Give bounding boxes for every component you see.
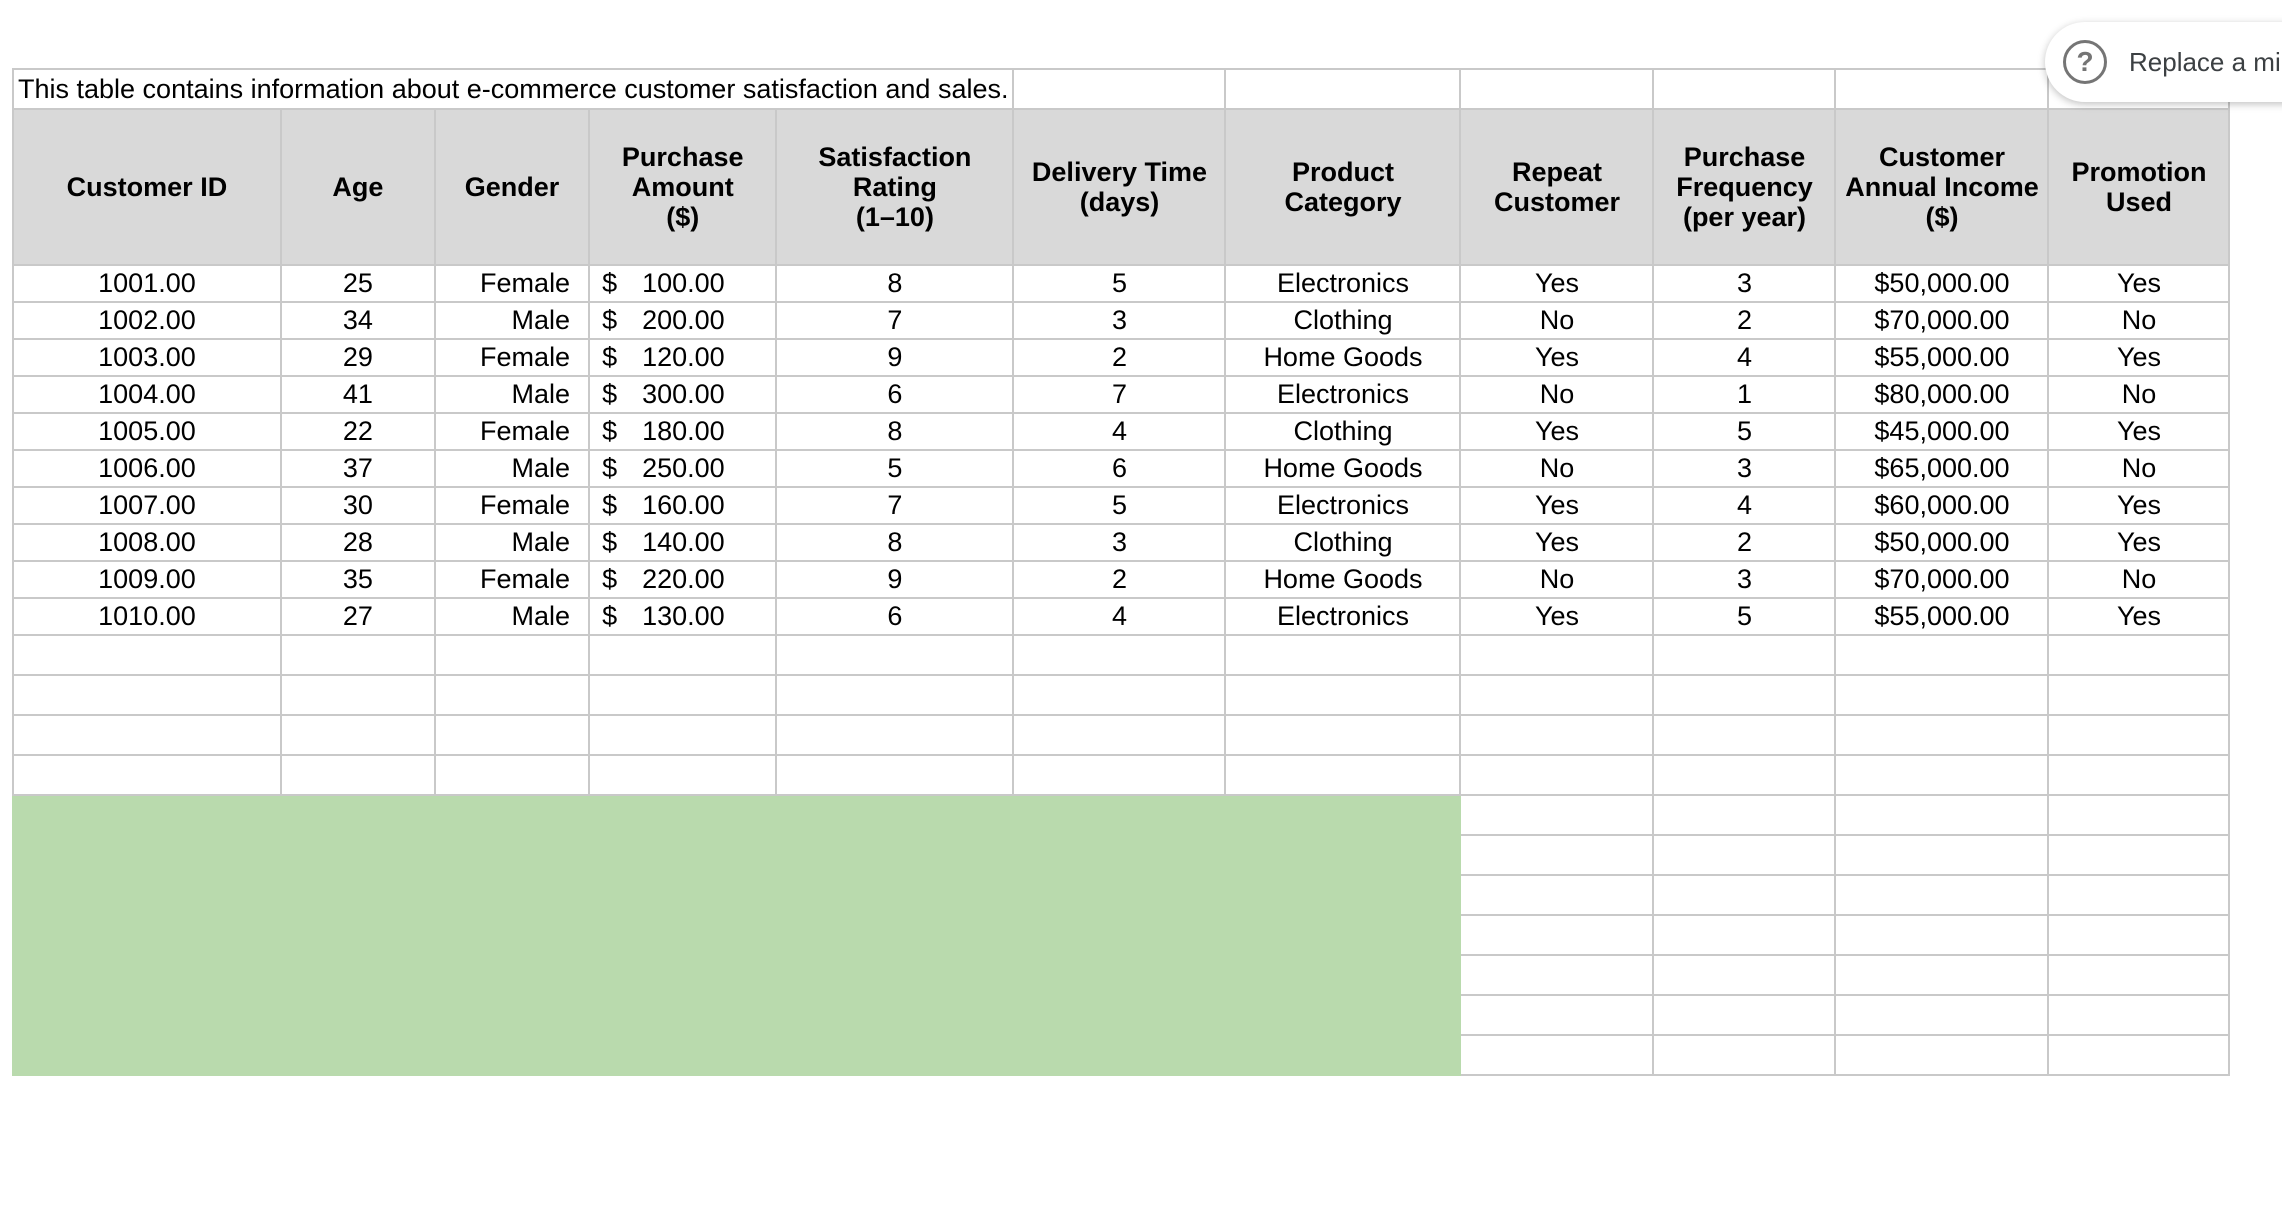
header-product-category[interactable]: Product Category (1225, 109, 1460, 265)
cell[interactable] (2048, 675, 2229, 715)
header-purchase-frequency[interactable]: Purchase Frequency (per year) (1653, 109, 1835, 265)
cell-gender[interactable]: Male (435, 524, 589, 561)
cell[interactable] (1460, 835, 1653, 875)
cell-promo[interactable]: Yes (2048, 598, 2229, 635)
cell[interactable] (1013, 675, 1225, 715)
cell-category[interactable]: Electronics (1225, 598, 1460, 635)
cell[interactable] (2048, 635, 2229, 675)
cell[interactable] (1653, 835, 1835, 875)
cell-rating[interactable]: 8 (776, 413, 1013, 450)
header-purchase-amount[interactable]: Purchase Amount ($) (589, 109, 776, 265)
cell-promo[interactable]: No (2048, 302, 2229, 339)
cell-income[interactable]: $50,000.00 (1835, 265, 2048, 302)
cell[interactable] (1835, 835, 2048, 875)
cell-category[interactable]: Clothing (1225, 302, 1460, 339)
cell-purchase-amount[interactable] (589, 598, 776, 635)
cell-rating[interactable]: 9 (776, 561, 1013, 598)
help-circle-icon[interactable]: ? (2063, 40, 2107, 84)
cell-promo[interactable]: Yes (2048, 524, 2229, 561)
cell-income[interactable]: $70,000.00 (1835, 302, 2048, 339)
cell[interactable] (1653, 995, 1835, 1035)
cell[interactable] (776, 675, 1013, 715)
cell[interactable] (281, 715, 435, 755)
cell-id[interactable]: 1002.00 (13, 302, 281, 339)
cell[interactable] (1653, 875, 1835, 915)
cell-gender[interactable]: Female (435, 265, 589, 302)
cell-delivery[interactable]: 7 (1013, 376, 1225, 413)
cell-freq[interactable]: 4 (1653, 339, 1835, 376)
cell[interactable] (1460, 675, 1653, 715)
amount-value: 180.00 (642, 416, 725, 446)
cell[interactable] (1653, 795, 1835, 835)
cell-age[interactable]: 25 (281, 265, 435, 302)
currency-symbol: $ (602, 564, 618, 594)
currency-symbol: $ (602, 342, 618, 372)
table-row (13, 265, 2229, 302)
cell[interactable] (13, 755, 281, 795)
cell-freq[interactable]: 5 (1653, 598, 1835, 635)
empty-row (13, 755, 2229, 795)
table-row (13, 524, 2229, 561)
cell-income[interactable]: $60,000.00 (1835, 487, 2048, 524)
cell[interactable] (2048, 995, 2229, 1035)
cell[interactable] (1835, 955, 2048, 995)
cell[interactable] (1460, 955, 1653, 995)
cell-id[interactable]: 1007.00 (13, 487, 281, 524)
cell[interactable] (435, 755, 589, 795)
cell-age[interactable]: 28 (281, 524, 435, 561)
currency-symbol: $ (602, 527, 618, 557)
currency-symbol: $ (602, 601, 618, 631)
cell[interactable] (13, 635, 281, 675)
cell[interactable] (2048, 755, 2229, 795)
header-promotion-used[interactable]: Promotion Used (2048, 109, 2229, 265)
cell-id[interactable]: 1001.00 (13, 265, 281, 302)
cell-age[interactable]: 27 (281, 598, 435, 635)
amount-value: 100.00 (642, 268, 725, 298)
cell-delivery[interactable]: 2 (1013, 561, 1225, 598)
cell[interactable] (1835, 635, 2048, 675)
cell[interactable] (13, 715, 281, 755)
currency-symbol: $ (602, 305, 618, 335)
cell-income[interactable]: $45,000.00 (1835, 413, 2048, 450)
cell[interactable] (1460, 1035, 1653, 1075)
cell-gender[interactable]: Female (435, 561, 589, 598)
cell-gender[interactable]: Female (435, 339, 589, 376)
cell[interactable] (1460, 915, 1653, 955)
cell-income[interactable]: $70,000.00 (1835, 561, 2048, 598)
cell[interactable] (1653, 915, 1835, 955)
cell-delivery[interactable]: 3 (1013, 524, 1225, 561)
cell-id[interactable]: 1009.00 (13, 561, 281, 598)
cell-gender[interactable]: Male (435, 376, 589, 413)
cell[interactable] (435, 715, 589, 755)
cell-income[interactable]: $80,000.00 (1835, 376, 2048, 413)
table-row (13, 302, 2229, 339)
cell[interactable] (1835, 715, 2048, 755)
cell-id[interactable]: 1004.00 (13, 376, 281, 413)
cell-id[interactable]: 1006.00 (13, 450, 281, 487)
amount-value: 200.00 (642, 305, 725, 335)
cell-freq[interactable]: 2 (1653, 302, 1835, 339)
cell[interactable] (589, 715, 776, 755)
highlighted-range[interactable] (13, 795, 1460, 1075)
cell-repeat[interactable]: Yes (1460, 598, 1653, 635)
cell-income[interactable]: $55,000.00 (1835, 598, 2048, 635)
header-gender[interactable]: Gender (435, 109, 589, 265)
cell-income[interactable]: $65,000.00 (1835, 450, 2048, 487)
cell[interactable] (1835, 915, 2048, 955)
cell-promo[interactable]: No (2048, 450, 2229, 487)
currency-symbol: $ (602, 379, 618, 409)
cell-freq[interactable]: 3 (1653, 450, 1835, 487)
cell-rating[interactable]: 9 (776, 339, 1013, 376)
table-description-cell[interactable]: This table contains information about e-commerce customer satisfaction and sales. (13, 69, 1013, 109)
cell-freq[interactable]: 3 (1653, 265, 1835, 302)
header-annual-income[interactable]: Customer Annual Income ($) (1835, 109, 2048, 265)
cell[interactable] (776, 715, 1013, 755)
cell[interactable] (1653, 715, 1835, 755)
header-repeat-customer[interactable]: Repeat Customer (1460, 109, 1653, 265)
cell[interactable] (589, 675, 776, 715)
cell-freq[interactable]: 5 (1653, 413, 1835, 450)
cell[interactable] (1835, 675, 2048, 715)
cell[interactable] (1835, 755, 2048, 795)
currency-symbol: $ (602, 268, 618, 298)
cell-id[interactable]: 1010.00 (13, 598, 281, 635)
cell-purchase-amount[interactable] (589, 561, 776, 598)
empty-row (13, 715, 2229, 755)
cell[interactable] (1225, 675, 1460, 715)
table-row (13, 598, 2229, 635)
cell-repeat[interactable]: Yes (1460, 265, 1653, 302)
cell[interactable] (589, 755, 776, 795)
cell[interactable] (2048, 835, 2229, 875)
cell-freq[interactable]: 1 (1653, 376, 1835, 413)
cell-delivery[interactable]: 4 (1013, 598, 1225, 635)
cell-rating[interactable]: 7 (776, 487, 1013, 524)
cell-gender[interactable]: Male (435, 450, 589, 487)
cell[interactable] (2048, 915, 2229, 955)
cell[interactable] (1460, 755, 1653, 795)
cell-category[interactable]: Home Goods (1225, 450, 1460, 487)
currency-symbol: $ (602, 453, 618, 483)
cell[interactable] (1835, 795, 2048, 835)
table-row (13, 487, 2229, 524)
cell[interactable] (1460, 795, 1653, 835)
cell-category[interactable]: Clothing (1225, 413, 1460, 450)
cell-repeat[interactable]: No (1460, 302, 1653, 339)
cell-repeat[interactable]: Yes (1460, 524, 1653, 561)
cell-promo[interactable]: Yes (2048, 339, 2229, 376)
header-row (13, 109, 2229, 265)
cell[interactable] (281, 635, 435, 675)
cell[interactable] (2048, 715, 2229, 755)
table-row (13, 450, 2229, 487)
table-row (13, 376, 2229, 413)
cell[interactable] (281, 675, 435, 715)
header-customer-id[interactable]: Customer ID (13, 109, 281, 265)
cell[interactable] (589, 635, 776, 675)
amount-value: 130.00 (642, 601, 725, 631)
amount-value: 300.00 (642, 379, 725, 409)
spreadsheet-table (12, 68, 2230, 1076)
cell[interactable] (1460, 715, 1653, 755)
cell-freq[interactable]: 4 (1653, 487, 1835, 524)
cell[interactable] (1460, 995, 1653, 1035)
amount-value: 120.00 (642, 342, 725, 372)
cell-repeat[interactable]: Yes (1460, 413, 1653, 450)
cell-purchase-amount[interactable] (589, 265, 776, 302)
cell-purchase-amount[interactable] (589, 302, 776, 339)
cell[interactable] (1653, 955, 1835, 995)
cell-freq[interactable]: 3 (1653, 561, 1835, 598)
table-row (13, 413, 2229, 450)
cell-delivery[interactable]: 4 (1013, 413, 1225, 450)
cell[interactable] (2048, 875, 2229, 915)
header-delivery-time[interactable]: Delivery Time (days) (1013, 109, 1225, 265)
cell-promo[interactable]: Yes (2048, 413, 2229, 450)
cell[interactable] (1653, 1035, 1835, 1075)
cell-rating[interactable]: 6 (776, 376, 1013, 413)
cell-age[interactable]: 37 (281, 450, 435, 487)
cell-income[interactable]: $55,000.00 (1835, 339, 2048, 376)
cell-repeat[interactable]: No (1460, 450, 1653, 487)
cell[interactable] (1835, 1035, 2048, 1075)
cell-gender[interactable]: Male (435, 302, 589, 339)
cell-age[interactable]: 22 (281, 413, 435, 450)
empty-row (13, 675, 2229, 715)
cell-category[interactable]: Home Goods (1225, 561, 1460, 598)
cell-age[interactable]: 30 (281, 487, 435, 524)
empty-row (13, 795, 2229, 835)
cell-purchase-amount[interactable] (589, 524, 776, 561)
table-row (13, 339, 2229, 376)
cell-age[interactable]: 29 (281, 339, 435, 376)
cell[interactable] (1653, 675, 1835, 715)
cell[interactable] (776, 635, 1013, 675)
table-row (13, 561, 2229, 598)
cell-purchase-amount[interactable] (589, 376, 776, 413)
cell-id[interactable]: 1005.00 (13, 413, 281, 450)
cell-repeat[interactable]: No (1460, 376, 1653, 413)
cell-freq[interactable]: 2 (1653, 524, 1835, 561)
cell[interactable] (13, 675, 281, 715)
cell-promo[interactable]: No (2048, 561, 2229, 598)
cell-gender[interactable]: Female (435, 487, 589, 524)
cell-purchase-amount[interactable] (589, 413, 776, 450)
cell[interactable] (1013, 635, 1225, 675)
cell-category[interactable]: Clothing (1225, 524, 1460, 561)
cell-repeat[interactable]: No (1460, 561, 1653, 598)
cell[interactable] (1013, 69, 1225, 109)
cell-repeat[interactable]: Yes (1460, 487, 1653, 524)
cell[interactable] (1653, 635, 1835, 675)
cell-rating[interactable]: 5 (776, 450, 1013, 487)
empty-row (13, 635, 2229, 675)
cell-promo[interactable]: No (2048, 376, 2229, 413)
cell-rating[interactable]: 8 (776, 265, 1013, 302)
cell-delivery[interactable]: 3 (1013, 302, 1225, 339)
cell-age[interactable]: 34 (281, 302, 435, 339)
cell-delivery[interactable]: 6 (1013, 450, 1225, 487)
cell-promo[interactable]: Yes (2048, 487, 2229, 524)
cell-promo[interactable]: Yes (2048, 265, 2229, 302)
title-row (13, 69, 2229, 109)
cell[interactable] (1653, 69, 1835, 109)
cell-income[interactable]: $50,000.00 (1835, 524, 2048, 561)
cell[interactable] (1835, 875, 2048, 915)
cell[interactable] (1225, 69, 1460, 109)
cell-delivery[interactable]: 5 (1013, 265, 1225, 302)
amount-value: 140.00 (642, 527, 725, 557)
cell[interactable] (1460, 635, 1653, 675)
cell[interactable] (1225, 635, 1460, 675)
header-satisfaction-rating[interactable]: Satisfaction Rating (1–10) (776, 109, 1013, 265)
cell-repeat[interactable]: Yes (1460, 339, 1653, 376)
cell[interactable] (1013, 755, 1225, 795)
cell[interactable] (281, 755, 435, 795)
cell-delivery[interactable]: 5 (1013, 487, 1225, 524)
cell-rating[interactable]: 8 (776, 524, 1013, 561)
cell-rating[interactable]: 6 (776, 598, 1013, 635)
cell-purchase-amount[interactable] (589, 450, 776, 487)
replace-popup[interactable] (2045, 22, 2282, 102)
cell-category[interactable]: Home Goods (1225, 339, 1460, 376)
cell-gender[interactable]: Male (435, 598, 589, 635)
cell-purchase-amount[interactable] (589, 339, 776, 376)
cell-id[interactable]: 1008.00 (13, 524, 281, 561)
cell[interactable] (1835, 995, 2048, 1035)
cell-category[interactable]: Electronics (1225, 265, 1460, 302)
popup-text[interactable]: Replace a mi (2129, 46, 2281, 77)
amount-value: 250.00 (642, 453, 725, 483)
cell-purchase-amount[interactable] (589, 487, 776, 524)
cell[interactable] (1225, 715, 1460, 755)
cell-delivery[interactable]: 2 (1013, 339, 1225, 376)
currency-symbol: $ (602, 490, 618, 520)
currency-symbol: $ (602, 416, 618, 446)
cell[interactable] (435, 675, 589, 715)
cell[interactable] (2048, 1035, 2229, 1075)
cell-category[interactable]: Electronics (1225, 487, 1460, 524)
amount-value: 220.00 (642, 564, 725, 594)
cell[interactable] (435, 635, 589, 675)
cell[interactable] (776, 755, 1013, 795)
cell-category[interactable]: Electronics (1225, 376, 1460, 413)
cell-rating[interactable]: 7 (776, 302, 1013, 339)
cell[interactable] (1653, 755, 1835, 795)
cell-age[interactable]: 41 (281, 376, 435, 413)
cell-id[interactable]: 1003.00 (13, 339, 281, 376)
cell[interactable] (1460, 875, 1653, 915)
cell-age[interactable]: 35 (281, 561, 435, 598)
cell[interactable] (1225, 755, 1460, 795)
cell[interactable] (1835, 69, 2048, 109)
amount-value: 160.00 (642, 490, 725, 520)
cell[interactable] (1013, 715, 1225, 755)
cell-gender[interactable]: Female (435, 413, 589, 450)
cell[interactable] (1460, 69, 1653, 109)
header-age[interactable]: Age (281, 109, 435, 265)
cell[interactable] (2048, 955, 2229, 995)
cell[interactable] (2048, 795, 2229, 835)
